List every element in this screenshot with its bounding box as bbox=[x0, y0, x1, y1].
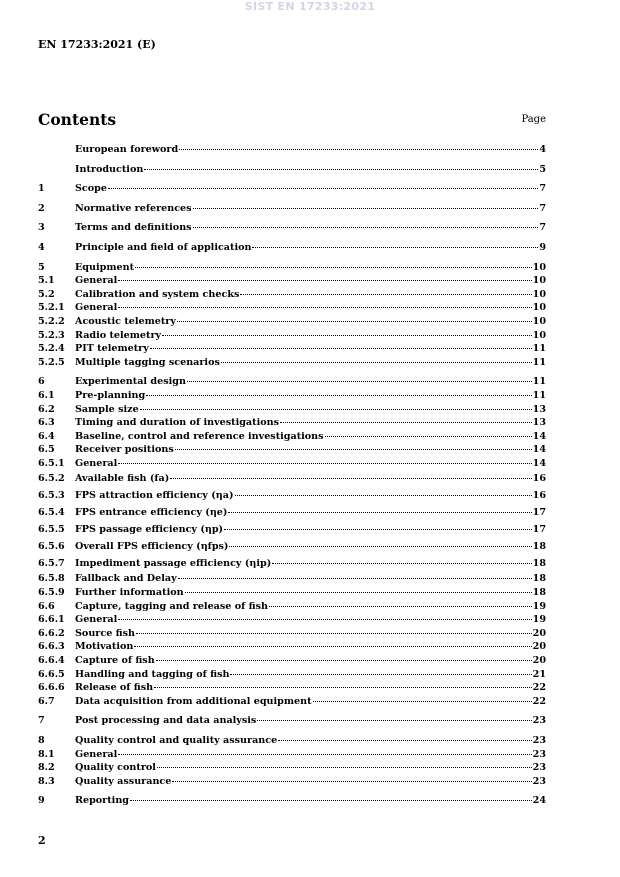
toc-entry-page: 10 bbox=[532, 302, 546, 314]
toc-entry-title: Release of fish bbox=[75, 682, 154, 694]
toc-entry[interactable] bbox=[38, 389, 546, 403]
toc-entry-page: 7 bbox=[539, 183, 546, 195]
toc-entry[interactable] bbox=[38, 202, 546, 216]
toc-leader-dots bbox=[140, 409, 532, 410]
toc-entry[interactable] bbox=[38, 695, 546, 709]
toc-entry-page: 10 bbox=[532, 275, 546, 287]
toc-entry-title: Quality control bbox=[75, 762, 156, 774]
toc-entry-number: 6.5.8 bbox=[38, 573, 65, 585]
toc-entry-page: 22 bbox=[532, 682, 546, 694]
toc-entry-title: Scope bbox=[75, 183, 107, 195]
toc-entry-number: 6 bbox=[38, 376, 45, 388]
toc-leader-dots bbox=[269, 606, 532, 607]
toc-entry-title: Introduction bbox=[75, 163, 144, 175]
toc-entry[interactable] bbox=[38, 375, 546, 389]
toc-entry-number: 6.5.6 bbox=[38, 541, 65, 553]
toc-entry-title: Quality control and quality assurance bbox=[75, 735, 278, 746]
toc-entry-page: 19 bbox=[532, 614, 546, 626]
toc-leader-dots bbox=[278, 740, 531, 741]
toc-leader-dots bbox=[118, 619, 531, 620]
toc-entry[interactable] bbox=[38, 654, 546, 668]
toc-entry-number: 3 bbox=[38, 222, 45, 234]
toc-entry-title: General bbox=[75, 748, 118, 760]
toc-entry-title: Further information bbox=[75, 587, 184, 599]
toc-leader-dots bbox=[146, 395, 531, 396]
toc-entry-title: Reporting bbox=[75, 795, 129, 807]
toc-entry-number: 5.2 bbox=[38, 288, 55, 300]
toc-leader-dots bbox=[235, 495, 532, 496]
toc-entry[interactable] bbox=[38, 794, 546, 808]
toc-leader-dots bbox=[252, 247, 538, 248]
toc-entry-title: Acoustic telemetry bbox=[75, 315, 176, 327]
toc-leader-dots bbox=[172, 781, 531, 782]
toc-entry-number: 6.6.3 bbox=[38, 641, 65, 653]
toc-entry-page: 4 bbox=[539, 144, 546, 155]
toc-entry-number: 8.2 bbox=[38, 762, 55, 774]
toc-entry-number: 6.5.5 bbox=[38, 524, 65, 536]
toc-entry[interactable] bbox=[38, 681, 546, 695]
toc-entry-title: FPS attraction efficiency (ηa) bbox=[75, 490, 234, 502]
toc-leader-dots bbox=[108, 188, 538, 189]
toc-leader-dots bbox=[240, 294, 531, 295]
toc-entry-title: Available fish (fa) bbox=[75, 473, 170, 485]
toc-entry-page: 11 bbox=[532, 343, 546, 355]
toc-leader-dots bbox=[179, 149, 538, 150]
toc-leader-dots bbox=[257, 720, 531, 721]
toc-entry-page: 19 bbox=[532, 600, 546, 612]
toc-entry[interactable] bbox=[38, 627, 546, 641]
toc-entry[interactable] bbox=[38, 221, 546, 235]
toc-entry-number: 6.5.3 bbox=[38, 490, 65, 502]
toc-entry[interactable] bbox=[38, 504, 546, 521]
toc-entry[interactable] bbox=[38, 775, 546, 789]
toc-leader-dots bbox=[157, 767, 532, 768]
toc-entry-page: 10 bbox=[532, 261, 546, 273]
toc-entry-title: Overall FPS efficiency (ηfps) bbox=[75, 541, 229, 553]
toc-leader-dots bbox=[272, 563, 531, 564]
toc-entry-number: 6.7 bbox=[38, 695, 55, 707]
toc-entry-title: FPS entrance efficiency (ηe) bbox=[75, 507, 228, 519]
toc-entry-page: 23 bbox=[532, 715, 546, 727]
toc-entry[interactable] bbox=[38, 457, 546, 471]
toc-entry-page: 23 bbox=[532, 762, 546, 774]
toc-entry[interactable] bbox=[38, 163, 546, 177]
toc-entry[interactable] bbox=[38, 241, 546, 255]
toc-entry[interactable] bbox=[38, 261, 546, 275]
toc-entry-number: 6.4 bbox=[38, 430, 55, 442]
toc-entry-number: 6.5.4 bbox=[38, 507, 65, 519]
toc-entry[interactable] bbox=[38, 143, 546, 157]
toc-entry-page: 14 bbox=[532, 430, 546, 442]
toc-entry-page: 7 bbox=[539, 202, 546, 214]
toc-leader-dots bbox=[118, 280, 531, 281]
toc-leader-dots bbox=[221, 362, 532, 363]
toc-entry[interactable] bbox=[38, 182, 546, 196]
toc-entry-title: Normative references bbox=[75, 202, 192, 214]
toc-leader-dots bbox=[280, 422, 532, 423]
toc-entry-title: European foreword bbox=[75, 144, 179, 155]
toc-entry-page: 5 bbox=[539, 163, 546, 175]
table-of-contents bbox=[38, 143, 546, 808]
toc-entry-number: 6.5.9 bbox=[38, 587, 65, 599]
toc-leader-dots bbox=[118, 463, 531, 464]
toc-entry-title: Post processing and data analysis bbox=[75, 715, 257, 727]
toc-entry-page: 11 bbox=[532, 356, 546, 368]
toc-entry-page: 18 bbox=[532, 541, 546, 553]
toc-entry-number: 8.1 bbox=[38, 748, 55, 760]
toc-entry-page: 24 bbox=[532, 795, 546, 807]
toc-entry-page: 17 bbox=[532, 507, 546, 519]
toc-entry-title: Impediment passage efficiency (ηip) bbox=[75, 558, 272, 570]
toc-entry[interactable] bbox=[38, 538, 546, 555]
toc-entry-page: 18 bbox=[532, 558, 546, 570]
toc-leader-dots bbox=[135, 267, 532, 268]
toc-entry-title: Baseline, control and reference investigations bbox=[75, 430, 324, 442]
toc-entry-number: 6.2 bbox=[38, 403, 55, 415]
toc-entry-number: 6.6.2 bbox=[38, 627, 65, 639]
toc-entry-title: Experimental design bbox=[75, 376, 186, 388]
toc-entry-page: 11 bbox=[532, 389, 546, 401]
toc-leader-dots bbox=[325, 436, 532, 437]
toc-entry[interactable] bbox=[38, 600, 546, 614]
toc-entry-number: 5.2.3 bbox=[38, 329, 65, 341]
toc-entry-page: 23 bbox=[532, 748, 546, 760]
toc-entry-title: Sample size bbox=[75, 403, 139, 415]
toc-leader-dots bbox=[175, 449, 532, 450]
toc-entry-number: 5.2.4 bbox=[38, 343, 65, 355]
toc-entry[interactable] bbox=[38, 329, 546, 343]
toc-entry-number: 6.6.6 bbox=[38, 682, 65, 694]
toc-entry[interactable] bbox=[38, 315, 546, 329]
toc-entry[interactable] bbox=[38, 416, 546, 430]
toc-entry-title: Calibration and system checks bbox=[75, 288, 240, 300]
toc-entry-number: 1 bbox=[38, 183, 45, 195]
toc-entry-title: Terms and definitions bbox=[75, 222, 192, 234]
toc-leader-dots bbox=[162, 335, 532, 336]
toc-leader-dots bbox=[144, 169, 538, 170]
toc-entry-number: 6.6.4 bbox=[38, 655, 65, 667]
toc-entry[interactable] bbox=[38, 748, 546, 762]
toc-entry-title: General bbox=[75, 614, 118, 626]
toc-entry-number: 5.2.2 bbox=[38, 315, 65, 327]
toc-entry[interactable] bbox=[38, 356, 546, 370]
toc-entry-number: 6.5.1 bbox=[38, 457, 65, 469]
toc-entry-page: 7 bbox=[539, 222, 546, 234]
toc-leader-dots bbox=[187, 381, 532, 382]
toc-entry[interactable] bbox=[38, 714, 546, 728]
toc-entry-page: 13 bbox=[532, 417, 546, 429]
page-number: 2 bbox=[38, 834, 46, 847]
toc-leader-dots bbox=[230, 674, 531, 675]
toc-entry-number: 6.6.5 bbox=[38, 668, 65, 680]
toc-entry-page: 22 bbox=[532, 695, 546, 707]
toc-entry-title: Quality assurance bbox=[75, 775, 172, 787]
toc-entry[interactable] bbox=[38, 572, 546, 586]
watermark: SIST EN 17233:2021 bbox=[244, 0, 376, 13]
toc-leader-dots bbox=[134, 646, 531, 647]
toc-entry-page: 13 bbox=[532, 403, 546, 415]
toc-entry-page: 18 bbox=[532, 573, 546, 585]
toc-entry-title: General bbox=[75, 457, 118, 469]
toc-entry[interactable] bbox=[38, 443, 546, 457]
page-column-label: Page bbox=[521, 114, 546, 125]
toc-entry-page: 20 bbox=[532, 641, 546, 653]
toc-leader-dots bbox=[136, 633, 532, 634]
toc-entry[interactable] bbox=[38, 288, 546, 302]
toc-entry[interactable] bbox=[38, 586, 546, 600]
toc-entry-number: 6.6 bbox=[38, 600, 55, 612]
toc-entry-number: 8.3 bbox=[38, 775, 55, 787]
toc-leader-dots bbox=[118, 754, 531, 755]
toc-entry[interactable] bbox=[38, 301, 546, 315]
toc-entry-title: Timing and duration of investigations bbox=[75, 417, 280, 429]
toc-leader-dots bbox=[224, 529, 532, 530]
toc-entry-title: Source fish bbox=[75, 627, 135, 639]
toc-entry-title: Principle and field of application bbox=[75, 241, 252, 253]
toc-leader-dots bbox=[150, 348, 532, 349]
toc-leader-dots bbox=[156, 660, 532, 661]
toc-entry-page: 23 bbox=[532, 735, 546, 746]
toc-entry-title: General bbox=[75, 302, 118, 314]
toc-entry[interactable] bbox=[38, 613, 546, 627]
toc-entry-title: Radio telemetry bbox=[75, 329, 162, 341]
toc-entry-page: 18 bbox=[532, 587, 546, 599]
toc-entry-title: Fallback and Delay bbox=[75, 573, 177, 585]
toc-entry-number: 5.2.5 bbox=[38, 356, 65, 368]
toc-leader-dots bbox=[130, 800, 532, 801]
toc-leader-dots bbox=[170, 478, 531, 479]
toc-entry-title: Capture of fish bbox=[75, 655, 155, 667]
toc-leader-dots bbox=[193, 227, 539, 228]
toc-entry-title: Capture, tagging and release of fish bbox=[75, 600, 268, 612]
toc-entry-number: 9 bbox=[38, 795, 45, 807]
toc-entry[interactable] bbox=[38, 734, 546, 748]
toc-entry-title: Motivation bbox=[75, 641, 134, 653]
toc-entry[interactable] bbox=[38, 761, 546, 775]
toc-leader-dots bbox=[313, 701, 532, 702]
toc-entry-page: 23 bbox=[532, 775, 546, 787]
toc-entry-title: Data acquisition from additional equipment bbox=[75, 695, 312, 707]
toc-entry-number: 6.1 bbox=[38, 389, 55, 401]
toc-entry-number: 2 bbox=[38, 202, 45, 214]
toc-entry-page: 20 bbox=[532, 655, 546, 667]
toc-entry-title: Handling and tagging of fish bbox=[75, 668, 230, 680]
toc-entry-number: 6.5 bbox=[38, 444, 55, 456]
toc-entry[interactable] bbox=[38, 668, 546, 682]
toc-entry[interactable] bbox=[38, 521, 546, 538]
toc-leader-dots bbox=[229, 546, 531, 547]
toc-entry-page: 10 bbox=[532, 288, 546, 300]
toc-leader-dots bbox=[178, 578, 532, 579]
toc-leader-dots bbox=[185, 592, 532, 593]
toc-entry-page: 14 bbox=[532, 444, 546, 456]
toc-entry-page: 10 bbox=[532, 329, 546, 341]
toc-entry-page: 10 bbox=[532, 315, 546, 327]
toc-entry-number: 6.3 bbox=[38, 417, 55, 429]
toc-entry-title: Pre-planning bbox=[75, 389, 146, 401]
toc-entry[interactable] bbox=[38, 487, 546, 504]
toc-entry-title: FPS passage efficiency (ηp) bbox=[75, 524, 224, 536]
toc-entry-number: 6.5.7 bbox=[38, 558, 65, 570]
toc-entry-page: 11 bbox=[532, 376, 546, 388]
toc-entry-number: 8 bbox=[38, 735, 45, 746]
toc-leader-dots bbox=[228, 512, 531, 513]
toc-entry-title: General bbox=[75, 275, 118, 287]
toc-entry[interactable] bbox=[38, 342, 546, 356]
toc-entry-number: 5.1 bbox=[38, 275, 55, 287]
toc-entry[interactable] bbox=[38, 430, 546, 444]
toc-entry[interactable] bbox=[38, 555, 546, 572]
toc-leader-dots bbox=[193, 208, 539, 209]
toc-entry-number: 4 bbox=[38, 241, 45, 253]
toc-entry-number: 5.2.1 bbox=[38, 302, 65, 314]
toc-entry-page: 17 bbox=[532, 524, 546, 536]
toc-entry[interactable] bbox=[38, 403, 546, 417]
document-id: EN 17233:2021 (E) bbox=[38, 38, 156, 51]
toc-entry[interactable] bbox=[38, 640, 546, 654]
toc-leader-dots bbox=[118, 307, 531, 308]
toc-entry-number: 7 bbox=[38, 715, 45, 727]
toc-entry-number: 6.6.1 bbox=[38, 614, 65, 626]
toc-entry-page: 14 bbox=[532, 457, 546, 469]
toc-entry-title: Equipment bbox=[75, 261, 135, 273]
toc-entry-page: 20 bbox=[532, 627, 546, 639]
toc-entry-page: 16 bbox=[532, 473, 546, 485]
toc-entry-page: 9 bbox=[539, 241, 546, 253]
toc-entry-page: 21 bbox=[532, 668, 546, 680]
toc-leader-dots bbox=[154, 687, 532, 688]
toc-entry-number: 5 bbox=[38, 261, 45, 273]
toc-entry[interactable] bbox=[38, 274, 546, 288]
toc-leader-dots bbox=[177, 321, 532, 322]
toc-entry-title: Multiple tagging scenarios bbox=[75, 356, 220, 368]
contents-title: Contents bbox=[38, 110, 117, 129]
toc-entry-number: 6.5.2 bbox=[38, 473, 65, 485]
toc-entry-page: 16 bbox=[532, 490, 546, 502]
toc-entry-title: Receiver positions bbox=[75, 444, 174, 456]
toc-entry[interactable] bbox=[38, 470, 546, 487]
toc-entry-title: PIT telemetry bbox=[75, 343, 149, 355]
